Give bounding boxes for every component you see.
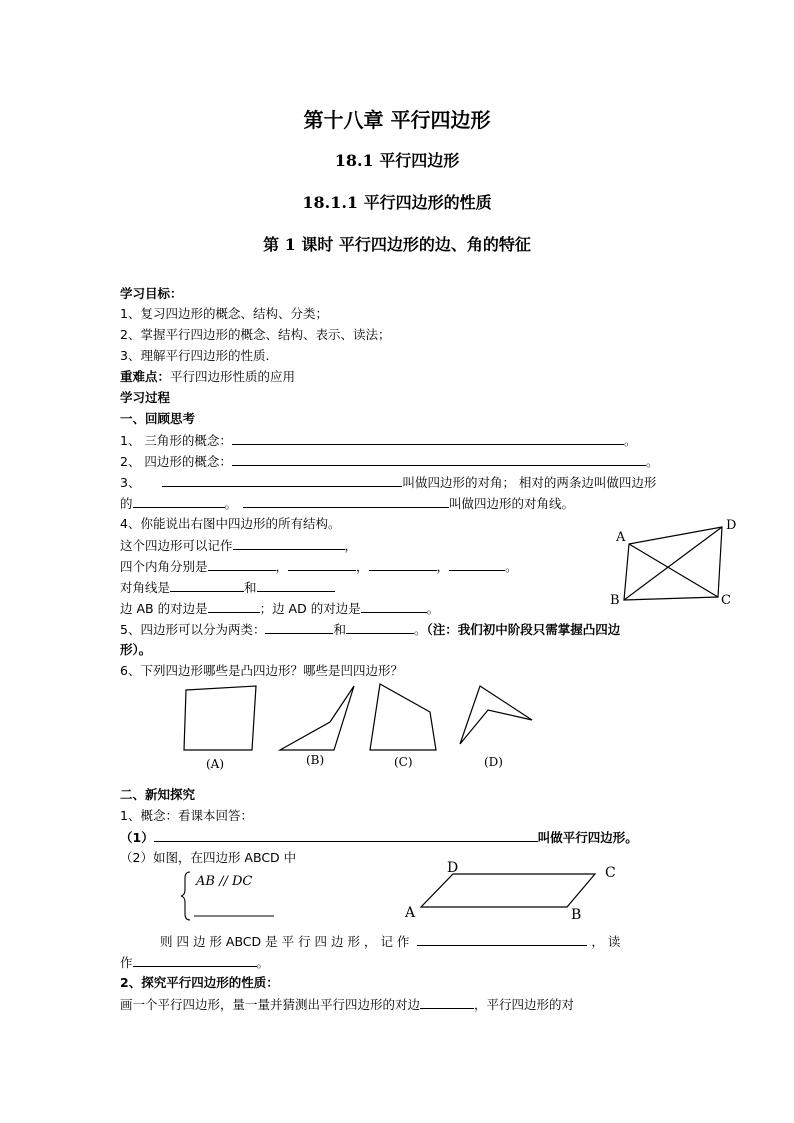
q1-blank[interactable] (232, 430, 624, 445)
part2-2-heading: 2、探究平行四边形的性质： (120, 975, 279, 990)
q5-note-line2: 形）。 (120, 642, 152, 657)
q4-c-blank-2[interactable] (257, 577, 335, 592)
q4-c (120, 577, 335, 598)
q4-d-end: 。 (426, 601, 440, 616)
quad-label: A (616, 530, 626, 545)
p2-1a (120, 827, 638, 848)
quadrilateral-figure (600, 510, 750, 610)
then-blank-1[interactable] (417, 931, 587, 946)
q2-end: 。 (645, 454, 659, 469)
q4-b-sep: ， (436, 559, 450, 574)
q2 (120, 451, 658, 472)
q3-line2-mid: 。 (224, 496, 238, 511)
q5-note: （注：我们初中阶段只需掌握凸四边 (426, 622, 621, 637)
goal-item: 1、复习四边形的概念、结构、分类； (120, 306, 328, 321)
q1-end: 。 (623, 433, 637, 448)
para-label: B (571, 907, 582, 923)
q3-line1 (120, 472, 656, 493)
q2-blank[interactable] (232, 451, 646, 466)
shapes-row (170, 678, 550, 778)
then-blank-2[interactable] (133, 952, 257, 967)
q4-b-blank-2[interactable] (288, 556, 356, 571)
q2-label: 2、 四边形的概念： (120, 454, 232, 469)
shape-label: (B) (306, 753, 325, 767)
shape-label: (C) (394, 755, 413, 769)
key-points (120, 367, 295, 387)
q5-blank-2[interactable] (346, 619, 414, 634)
parallelogram-figure (395, 855, 625, 925)
shape-a (184, 686, 256, 750)
q3-blank-1[interactable] (162, 472, 402, 487)
q4: 4、你能说出右图中四边形的所有结构。 (120, 516, 341, 531)
q4-b-sep: ， (356, 559, 369, 574)
part1-heading: 一、回顾思考 (120, 411, 196, 426)
q1 (120, 430, 636, 451)
q3-line2-end: 叫做四边形的对角线。 (449, 496, 575, 511)
key-label: 重难点： (120, 369, 171, 384)
then-text: 则 四 边 形 ABCD 是 平 行 四 边 形 ， 记 作 (160, 934, 410, 949)
q3-line2 (120, 493, 574, 514)
q4-b-blank-3[interactable] (369, 556, 437, 571)
q4-b-blank-4[interactable] (449, 556, 505, 571)
quad-diagonal-bd (624, 527, 722, 600)
section-title: 18.1 平行四边形 (334, 151, 460, 170)
q3-text: 叫做四边形的对角； 相对的两条边叫做四边形 (402, 475, 657, 490)
last-end: ，平行四边形的对 (474, 997, 575, 1012)
q4-d-label-1: 边 AB 的对边是 (120, 601, 208, 616)
p2-concept: 1、概念：看课本回答： (120, 808, 253, 823)
condition-ab-dc: AB // DC (196, 874, 253, 889)
shape-d (460, 686, 532, 744)
goal-item: 3、理解平行四边形的性质. (120, 348, 270, 363)
q4-a (120, 535, 357, 556)
q4-c-blank-1[interactable] (170, 577, 244, 592)
then-end: 。 (256, 955, 270, 970)
q5-label: 5、四边形可以分为两类： (120, 622, 266, 637)
q4-b-blank-1[interactable] (208, 556, 276, 571)
q1-label: 1、 三角形的概念： (120, 433, 232, 448)
p2-1a-end: 叫做平行四边形。 (537, 830, 638, 845)
p2-1a-label: （1） (120, 830, 154, 845)
para-label: A (405, 905, 416, 921)
quad-diagonal-ac (629, 544, 718, 597)
shape-b (280, 686, 354, 750)
p2-1b: （2）如图，在四边形 ABCD 中 (120, 850, 297, 865)
q3-line2-prefix: 的 (120, 496, 133, 511)
goals-heading: 学习目标： (120, 286, 183, 301)
last-line (120, 994, 574, 1015)
part2-heading: 二、新知探究 (120, 787, 196, 802)
q4-c-label: 对角线是 (120, 580, 171, 595)
shape-label: (D) (484, 755, 503, 769)
then-zuo: 作 (120, 955, 133, 970)
q6: 6、下列四边形哪些是凸四边形？哪些是凹四边形？ (120, 663, 403, 678)
para-label: D (447, 860, 459, 876)
key-text: 平行四边形性质的应用 (170, 369, 296, 384)
quad-label: C (721, 593, 731, 608)
lesson-title: 第 1 课时 平行四边形的边、角的特征 (263, 235, 531, 254)
q4-b-end: 。 (505, 559, 518, 574)
q3-label: 3、 (120, 475, 141, 490)
shape-label: (A) (206, 757, 225, 771)
goal-item: 2、掌握平行四边形的概念、结构、表示、读法； (120, 327, 391, 342)
q4-b-sep: ， (275, 559, 289, 574)
shape-c (370, 684, 436, 750)
process-heading: 学习过程 (120, 390, 171, 405)
last-blank[interactable] (420, 994, 474, 1009)
quad-label: B (610, 593, 620, 608)
q4-d-blank-1[interactable] (208, 598, 260, 613)
p2-1a-blank[interactable] (154, 827, 538, 842)
q4-c-and: 和 (244, 580, 257, 595)
last-text: 画一个平行四边形，量一量并猜测出平行四边形的对边 (120, 997, 421, 1012)
q5-and: 和 (333, 622, 346, 637)
then-line2 (120, 952, 269, 973)
chapter-title: 第十八章 平行四边形 (303, 108, 491, 132)
q5 (120, 619, 620, 640)
then-read: ， 读 (591, 934, 621, 949)
q4-b-label: 四个内角分别是 (120, 559, 208, 574)
q5-end: 。 (413, 622, 427, 637)
q3-blank-3[interactable] (243, 493, 449, 508)
para-label: C (605, 865, 616, 881)
quad-label: D (726, 518, 737, 533)
q4-d-blank-2[interactable] (361, 598, 427, 613)
q4-b (120, 556, 518, 577)
q4-a-blank[interactable] (233, 535, 345, 550)
q4-d-label-2: ；边 AD 的对边是 (259, 601, 361, 616)
q5-blank-1[interactable] (265, 619, 333, 634)
q3-blank-2[interactable] (133, 493, 225, 508)
brace-icon (181, 872, 190, 920)
subsection-title: 18.1.1 平行四边形的性质 (302, 193, 492, 212)
parallelogram-outline (421, 874, 595, 907)
q4-a-end: ， (344, 538, 358, 553)
q4-d (120, 598, 439, 619)
q4-a-label: 这个四边形可以记作 (120, 538, 233, 553)
then-line (160, 931, 620, 952)
